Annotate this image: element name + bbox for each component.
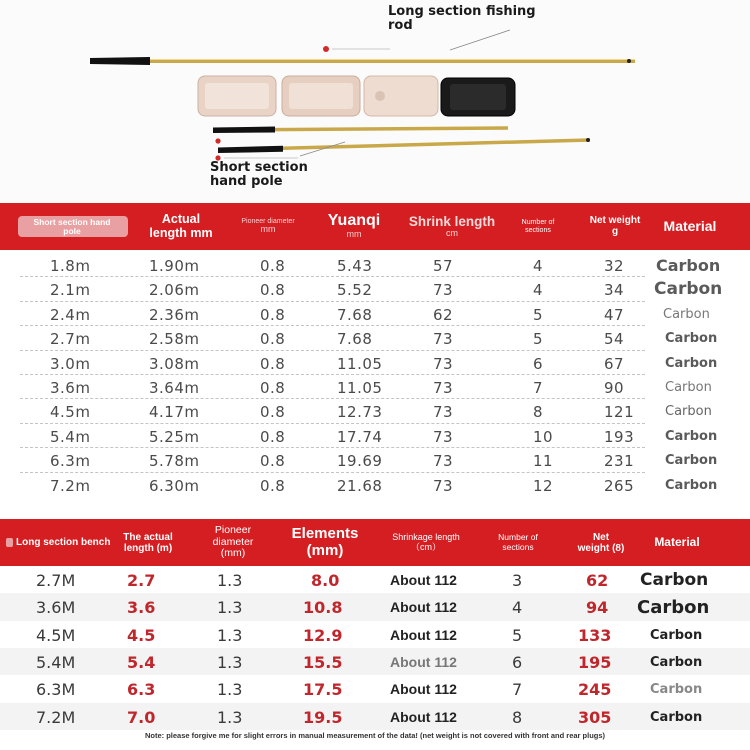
cell-weight: 231 <box>604 452 635 471</box>
header-elements-line-2: (mm) <box>306 541 344 559</box>
cell-shrink: 57 <box>433 257 454 275</box>
cell-model: 2.7M <box>36 571 76 590</box>
cell-pioneer: 0.8 <box>260 403 286 422</box>
cell-model: 2.4m <box>50 305 91 324</box>
cell-material: Carbon <box>665 355 718 371</box>
cell-actual-length: 6.30m <box>149 476 200 495</box>
cell-sections: 5 <box>533 330 544 349</box>
cell-material: Carbon <box>650 682 703 698</box>
table-row <box>0 621 750 648</box>
cell-model: 1.8m <box>50 257 91 275</box>
cell-sections: 4 <box>512 598 523 618</box>
cell-yuanqi: 5.43 <box>337 257 373 275</box>
header-shrink-line-2: cm <box>446 227 458 238</box>
short-rod-2-handle <box>218 146 283 153</box>
long-label-pointer <box>450 30 510 50</box>
long-rod-hook-keeper <box>323 46 329 52</box>
cell-weight: 245 <box>578 680 612 700</box>
cell-pioneer: 1.3 <box>217 652 243 672</box>
cell-sections: 8 <box>512 707 523 727</box>
cell-weight: 305 <box>578 707 612 727</box>
cell-actual-length: 2.36m <box>149 305 200 324</box>
cell-weight: 34 <box>604 281 625 300</box>
cell-model: 6.3M <box>36 680 76 700</box>
header-actual-length-line-1: Actual <box>161 212 201 227</box>
header-sections-line-1: Number of <box>521 219 555 227</box>
header-yuanqi <box>318 203 390 250</box>
cell-pioneer: 0.8 <box>260 452 286 471</box>
long-section-table-header <box>0 519 750 566</box>
header-pioneer-diameter <box>232 203 304 250</box>
table-row <box>0 473 750 497</box>
table-row <box>0 566 750 593</box>
header-pioneer-line-2: diameter <box>212 535 254 548</box>
header-pioneer-diameter <box>200 519 266 566</box>
header-material <box>652 203 728 250</box>
header-model-label: Short section hand pole <box>33 216 111 236</box>
header-actual-length <box>118 519 178 566</box>
cell-sections: 4 <box>533 257 544 275</box>
cell-elements: 8.0 <box>311 571 340 590</box>
long-rod-label-line-1: Long section fishing <box>388 4 536 19</box>
header-material-label: Material <box>663 218 717 235</box>
header-material-label: Material <box>654 534 700 549</box>
cell-weight: 62 <box>586 571 609 590</box>
cell-yuanqi: 7.68 <box>337 305 373 324</box>
cell-weight: 193 <box>604 427 635 446</box>
cell-pioneer: 1.3 <box>217 680 243 700</box>
cell-actual-length: 3.6 <box>127 598 156 618</box>
cell-actual-length: 5.4 <box>127 652 156 672</box>
cell-material: Carbon <box>656 256 721 275</box>
cell-yuanqi: 11.05 <box>337 354 383 373</box>
cell-shrinkage: About 112 <box>390 681 457 698</box>
short-rod-label <box>210 161 308 189</box>
short-pole-table-body <box>0 251 750 503</box>
cell-material: Carbon <box>650 654 703 670</box>
cell-actual-length: 3.64m <box>149 379 200 397</box>
short-rod-2-tip <box>586 138 590 142</box>
long-rod-handle <box>90 57 150 65</box>
cell-shrink: 73 <box>433 330 454 349</box>
cell-actual-length: 6.3 <box>127 680 156 700</box>
cell-shrink: 73 <box>433 427 454 446</box>
cell-yuanqi: 5.52 <box>337 281 373 300</box>
table-row <box>0 351 750 375</box>
cell-shrink: 73 <box>433 452 454 471</box>
cell-pioneer: 0.8 <box>260 257 286 275</box>
header-net-weight <box>580 203 650 250</box>
cell-yuanqi: 19.69 <box>337 452 383 471</box>
cell-weight: 94 <box>586 598 609 618</box>
header-pioneer-line-2: mm <box>260 224 276 235</box>
cell-material: Carbon <box>665 453 718 469</box>
header-sections-line-2: sections <box>502 541 534 552</box>
cell-pioneer: 0.8 <box>260 427 286 446</box>
cell-sections: 7 <box>512 680 523 700</box>
header-model-badge <box>18 216 128 238</box>
cell-model: 5.4M <box>36 652 76 672</box>
cell-sections: 3 <box>512 571 523 590</box>
cell-shrink: 62 <box>433 305 454 324</box>
phone-3-logo <box>375 91 385 101</box>
cell-material: Carbon <box>663 306 710 322</box>
header-shrink-line-2: （cm） <box>411 541 441 552</box>
cell-yuanqi: 21.68 <box>337 476 383 495</box>
cell-shrink: 73 <box>433 403 454 422</box>
cell-shrinkage: About 112 <box>390 653 457 670</box>
table-row <box>0 648 750 675</box>
cell-pioneer: 0.8 <box>260 476 286 495</box>
cell-shrinkage: About 112 <box>390 708 457 725</box>
cell-sections: 10 <box>533 427 554 446</box>
cell-pioneer: 0.8 <box>260 330 286 349</box>
cell-material: Carbon <box>650 709 703 725</box>
cell-shrinkage: About 112 <box>390 626 457 643</box>
header-material <box>642 519 712 566</box>
cell-pioneer: 0.8 <box>260 354 286 373</box>
header-model-badge-icon <box>6 538 13 547</box>
header-sections-line-2: sections <box>525 226 551 234</box>
cell-material: Carbon <box>640 570 709 590</box>
table-row <box>0 448 750 472</box>
table-row <box>0 277 750 301</box>
header-sections <box>490 519 546 566</box>
cell-actual-length: 3.08m <box>149 354 200 373</box>
cell-actual-length: 2.7 <box>127 571 156 590</box>
cell-sections: 6 <box>533 354 544 373</box>
header-shrink-length <box>400 203 504 250</box>
table-row <box>0 399 750 423</box>
cell-weight: 195 <box>578 652 612 672</box>
cell-weight: 32 <box>604 257 625 275</box>
cell-sections: 12 <box>533 476 554 495</box>
short-rod-label-line-1: Short section <box>210 160 308 175</box>
header-weight-line-1: Net weight <box>589 215 641 226</box>
cell-model: 3.6M <box>36 598 76 618</box>
cell-actual-length: 2.06m <box>149 281 200 300</box>
cell-weight: 67 <box>604 354 625 373</box>
table-row <box>0 302 750 326</box>
footnote: Note: please forgive me for slight errors in manual measurement of the data! (net weight is not covered with front and rear plugs) <box>144 731 606 740</box>
cell-model: 5.4m <box>50 427 91 446</box>
cell-yuanqi: 11.05 <box>337 379 383 397</box>
cell-weight: 47 <box>604 305 625 324</box>
header-actual-line-2: length (m) <box>123 542 173 554</box>
long-rod-tip <box>627 59 631 63</box>
phone-1-screen <box>205 83 269 109</box>
phone-4-screen <box>450 84 506 110</box>
cell-pioneer: 1.3 <box>217 707 243 727</box>
cell-shrinkage: About 112 <box>390 599 457 616</box>
cell-actual-length: 1.90m <box>149 257 200 275</box>
cell-material: Carbon <box>665 428 718 444</box>
cell-pioneer: 1.3 <box>217 625 243 645</box>
header-elements-line-1: Elements <box>291 525 359 542</box>
header-actual-length <box>140 203 222 250</box>
header-model-wrap <box>6 537 110 548</box>
header-yuanqi-line-1: Yuanqi <box>327 212 381 230</box>
cell-sections: 8 <box>533 403 544 422</box>
cell-actual-length: 5.25m <box>149 427 200 446</box>
header-elements <box>280 519 370 566</box>
cell-shrink: 73 <box>433 281 454 300</box>
cell-model: 3.6m <box>50 379 91 397</box>
header-weight-line-1: Net <box>592 531 610 543</box>
header-weight-line-2: weight (8) <box>577 542 625 554</box>
short-rod-1-handle <box>213 127 275 134</box>
long-rod-label-line-2: rod <box>388 18 413 33</box>
cell-model: 4.5m <box>50 403 91 422</box>
table-row <box>0 326 750 350</box>
cell-shrink: 73 <box>433 354 454 373</box>
table-row <box>0 424 750 448</box>
header-sections-line-1: Number of <box>498 532 538 543</box>
cell-actual-length: 4.17m <box>149 403 200 422</box>
cell-material: Carbon <box>654 279 723 300</box>
table-row <box>0 375 750 399</box>
cell-weight: 265 <box>604 476 635 495</box>
header-shrink-line-1: Shrink length <box>408 213 496 229</box>
cell-material: Carbon <box>665 380 712 395</box>
cell-model: 4.5M <box>36 625 76 645</box>
cell-weight: 90 <box>604 379 625 397</box>
cell-model: 2.1m <box>50 281 91 300</box>
short-pole-table-header <box>0 203 750 250</box>
phone-2-screen <box>289 83 353 109</box>
cell-elements: 10.8 <box>303 598 343 618</box>
cell-actual-length: 2.58m <box>149 330 200 349</box>
cell-pioneer: 1.3 <box>217 571 243 590</box>
header-model-label: Long section bench <box>16 537 111 548</box>
header-model <box>6 519 118 566</box>
header-actual-length-line-2: length mm <box>149 225 213 240</box>
table-row <box>0 253 750 277</box>
cell-shrinkage: About 112 <box>390 572 457 588</box>
short-rod-1-hook-keeper <box>215 138 220 143</box>
long-rod-label <box>388 5 536 33</box>
cell-yuanqi: 17.74 <box>337 427 383 446</box>
cell-model: 6.3m <box>50 452 91 471</box>
long-section-table-body <box>0 566 750 730</box>
cell-elements: 19.5 <box>303 707 343 727</box>
cell-shrink: 73 <box>433 379 454 397</box>
cell-pioneer: 0.8 <box>260 305 286 324</box>
cell-material: Carbon <box>637 597 710 619</box>
header-shrinkage-length <box>380 519 472 566</box>
cell-material: Carbon <box>650 627 703 643</box>
header-shrink-line-1: Shrinkage length <box>392 531 460 542</box>
header-pioneer-line-3: (mm) <box>220 547 246 560</box>
cell-material: Carbon <box>665 477 718 493</box>
fishing-rods-illustration <box>0 0 750 203</box>
table-row <box>0 593 750 620</box>
cell-sections: 5 <box>533 305 544 324</box>
cell-actual-length: 5.78m <box>149 452 200 471</box>
cell-actual-length: 4.5 <box>127 625 156 645</box>
header-yuanqi-line-2: mm <box>346 229 362 240</box>
header-model <box>18 203 128 250</box>
table-row <box>0 703 750 730</box>
cell-model: 2.7m <box>50 330 91 349</box>
cell-shrink: 73 <box>433 476 454 495</box>
cell-sections: 11 <box>533 452 554 471</box>
cell-pioneer: 0.8 <box>260 281 286 300</box>
cell-model: 7.2M <box>36 707 76 727</box>
cell-yuanqi: 12.73 <box>337 403 383 422</box>
header-actual-line-1: The actual <box>123 531 173 543</box>
cell-material: Carbon <box>665 404 712 420</box>
short-rod-label-line-2: hand pole <box>210 174 283 189</box>
header-pioneer-line-1: Pioneer diameter <box>241 218 295 226</box>
header-weight-line-2: g <box>611 225 619 237</box>
cell-model: 7.2m <box>50 476 91 495</box>
product-photo <box>0 0 750 203</box>
cell-model: 3.0m <box>50 354 91 373</box>
header-net-weight <box>566 519 636 566</box>
cell-pioneer: 0.8 <box>260 379 286 397</box>
table-row <box>0 675 750 702</box>
cell-elements: 17.5 <box>303 680 343 700</box>
cell-actual-length: 7.0 <box>127 707 156 727</box>
cell-pioneer: 1.3 <box>217 598 243 618</box>
cell-weight: 133 <box>578 625 612 645</box>
cell-sections: 6 <box>512 652 523 672</box>
cell-weight: 54 <box>604 330 625 349</box>
cell-elements: 12.9 <box>303 625 343 645</box>
cell-sections: 5 <box>512 625 523 645</box>
cell-elements: 15.5 <box>303 652 343 672</box>
cell-sections: 7 <box>533 379 544 397</box>
cell-material: Carbon <box>665 331 718 347</box>
header-sections <box>510 203 566 250</box>
cell-weight: 121 <box>604 403 635 422</box>
cell-yuanqi: 7.68 <box>337 330 373 349</box>
cell-sections: 4 <box>533 281 544 300</box>
header-pioneer-line-1: Pioneer <box>214 524 252 537</box>
